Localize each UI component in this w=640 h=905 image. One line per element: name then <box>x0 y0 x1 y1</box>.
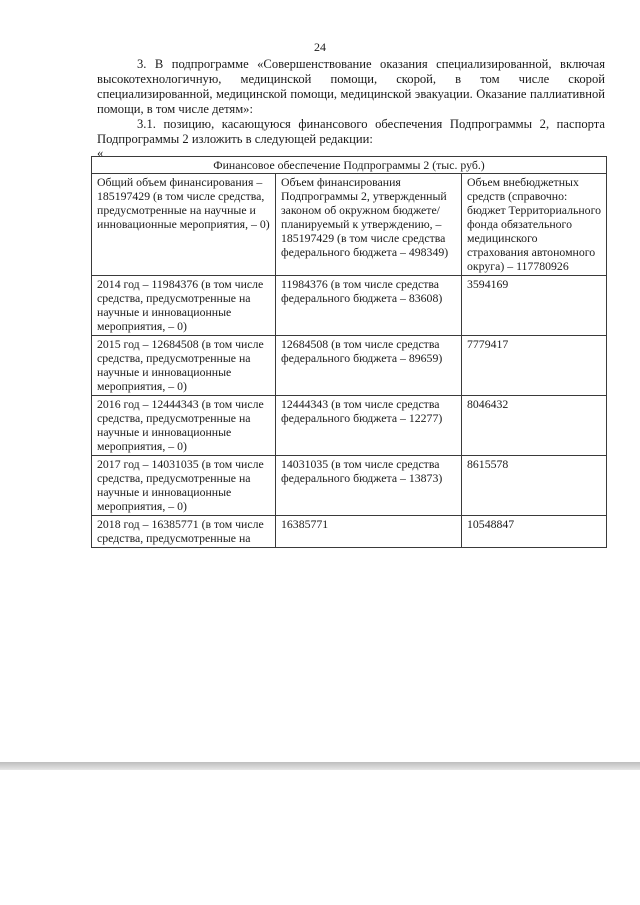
cell-total: 2018 год – 16385771 (в том числе средства, предусмотренные на <box>92 516 276 548</box>
cell-extra: 3594169 <box>462 276 607 336</box>
header-total-financing: Общий объем финансирования – 185197429 (в том числе средства, предусмотренные на научные и инновационные мероприятия, – 0) <box>92 174 276 276</box>
cell-budget: 11984376 (в том числе средства федерального бюджета – 83608) <box>276 276 462 336</box>
financing-table <box>91 156 607 548</box>
table-title: Финансовое обеспечение Подпрограммы 2 (тыс. руб.) <box>92 157 607 174</box>
table-row <box>92 456 607 516</box>
table-row <box>92 516 607 548</box>
opening-quote: « <box>97 146 104 160</box>
table-header-row <box>92 174 607 276</box>
cell-extra: 8046432 <box>462 396 607 456</box>
cell-total: 2017 год – 14031035 (в том числе средства, предусмотренные на научные и инновационные мероприятия, – 0) <box>92 456 276 516</box>
header-extrabudgetary: Объем внебюджетных средств (справочно: бюджет Территориального фонда обязательного медицинского страхования автономного округа) – 117780926 <box>462 174 607 276</box>
cell-extra: 10548847 <box>462 516 607 548</box>
paragraph-subprogram-title: 3. В подпрограмме «Совершенствование оказания специализированной, включая высокотехнологичную, медицинской помощи, скорой, в том числе скорой специализированной, медицинской помощи, медицинской эвакуации. Оказание паллиативной помощи, в том числе детям»: <box>97 57 605 116</box>
cell-budget: 12684508 (в том числе средства федерального бюджета – 89659) <box>276 336 462 396</box>
cell-budget: 14031035 (в том числе средства федерального бюджета – 13873) <box>276 456 462 516</box>
cell-budget: 16385771 <box>276 516 462 548</box>
cell-extra: 8615578 <box>462 456 607 516</box>
table-title-row <box>92 157 607 174</box>
page-number: 24 <box>314 40 326 54</box>
cell-total: 2015 год – 12684508 (в том числе средства, предусмотренные на научные и инновационные мероприятия, – 0) <box>92 336 276 396</box>
table-row <box>92 396 607 456</box>
header-budget-financing: Объем финансирования Подпрограммы 2, утвержденный законом об окружном бюджете/планируемый к утверждению, – 185197429 (в том числе средства федерального бюджета – 498349) <box>276 174 462 276</box>
table-row <box>92 336 607 396</box>
cell-budget: 12444343 (в том числе средства федерального бюджета – 12277) <box>276 396 462 456</box>
paragraph-amendment: 3.1. позицию, касающуюся финансового обеспечения Подпрограммы 2, паспорта Подпрограммы 2 изложить в следующей редакции: <box>97 117 605 146</box>
cell-total: 2016 год – 12444343 (в том числе средства, предусмотренные на научные и инновационные мероприятия, – 0) <box>92 396 276 456</box>
cell-total: 2014 год – 11984376 (в том числе средства, предусмотренные на научные и инновационные мероприятия, – 0) <box>92 276 276 336</box>
table-row <box>92 276 607 336</box>
page-edge-shadow <box>0 762 640 770</box>
cell-extra: 7779417 <box>462 336 607 396</box>
